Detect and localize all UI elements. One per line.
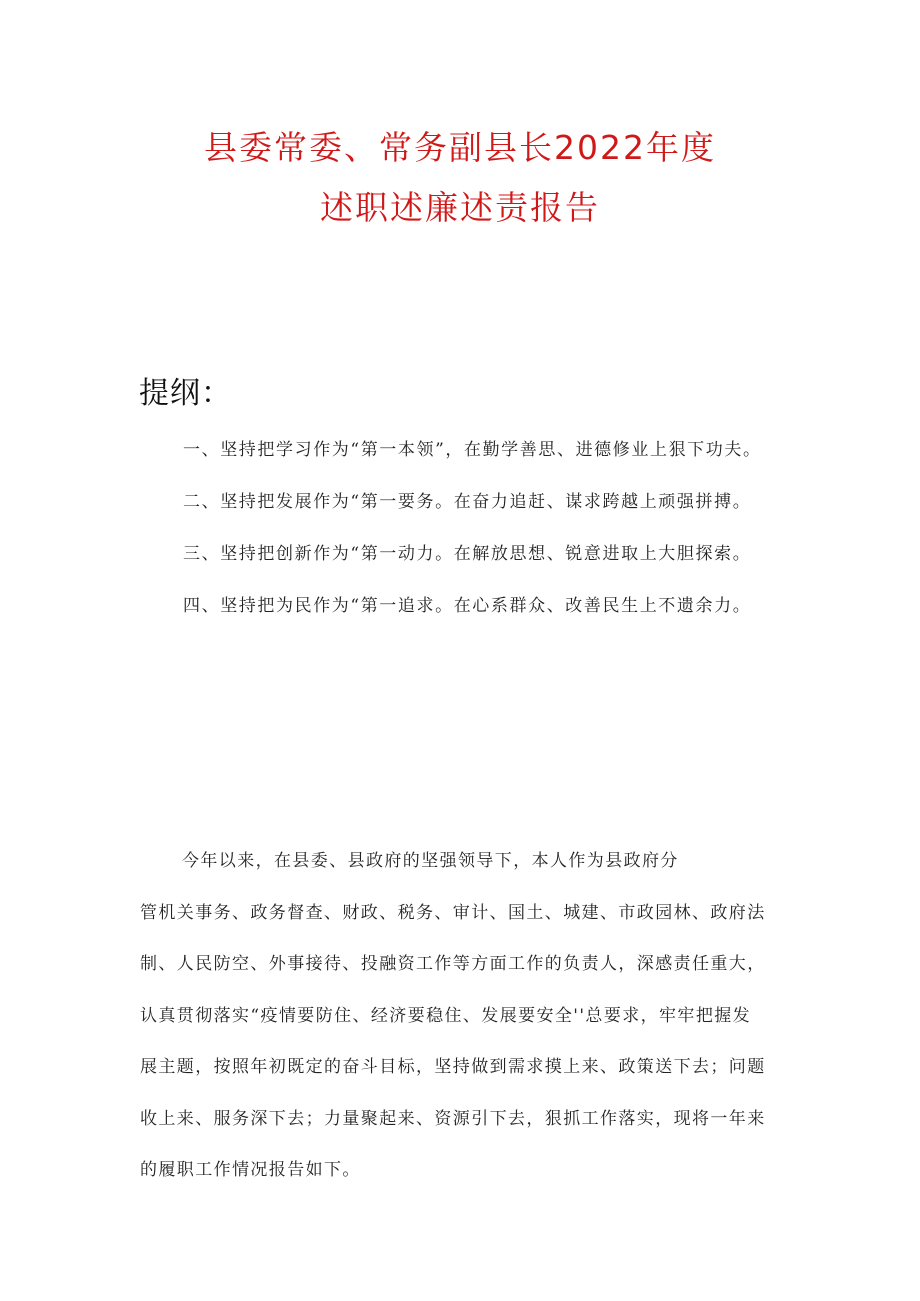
outline-item: 四、坚持把为民作为“第一追求。在心系群众、改善民生上不遗余力。 xyxy=(183,596,752,616)
body-line: 收上来、服务深下去；力量聚起来、资源引下去，狠抓工作落实，现将一年来 xyxy=(140,1108,766,1129)
body-line: 管机关事务、政务督查、财政、税务、审计、国土、城建、市政园林、政府法 xyxy=(140,902,766,923)
outline-list xyxy=(183,437,762,645)
body-line: 的履职工作情况报告如下。 xyxy=(140,1160,361,1180)
outline-item: 一、坚持把学习作为“第一本领”，在勤学善思、进德修业上狠下功夫。 xyxy=(183,440,762,460)
title-line-1: 县委常委、常务副县长2022年度 xyxy=(204,128,716,167)
body-line: 认真贯彻落实“疫情要防住、经济要稳住、发展要安全''总要求，牢牢把握发 xyxy=(140,1005,752,1026)
report-title xyxy=(0,118,920,238)
body-paragraph xyxy=(140,843,780,1204)
body-line: 今年以来，在县委、县政府的坚强领导下，本人作为县政府分 xyxy=(182,851,679,871)
outline-heading: 提纲： xyxy=(139,376,232,411)
body-line: 制、人民防空、外事接待、投融资工作等方面工作的负责人，深感责任重大， xyxy=(140,954,766,974)
outline-item: 三、坚持把创新作为“第一动力。在解放思想、锐意进取上大胆探索。 xyxy=(183,544,752,564)
body-line: 展主题，按照年初既定的奋斗目标，坚持做到需求摸上来、政策送下去；问题 xyxy=(140,1057,766,1077)
outline-item: 二、坚持把发展作为“第一要务。在奋力追赶、谋求跨越上顽强拼搏。 xyxy=(183,492,752,512)
title-line-2: 述职述廉述责报告 xyxy=(320,188,600,227)
